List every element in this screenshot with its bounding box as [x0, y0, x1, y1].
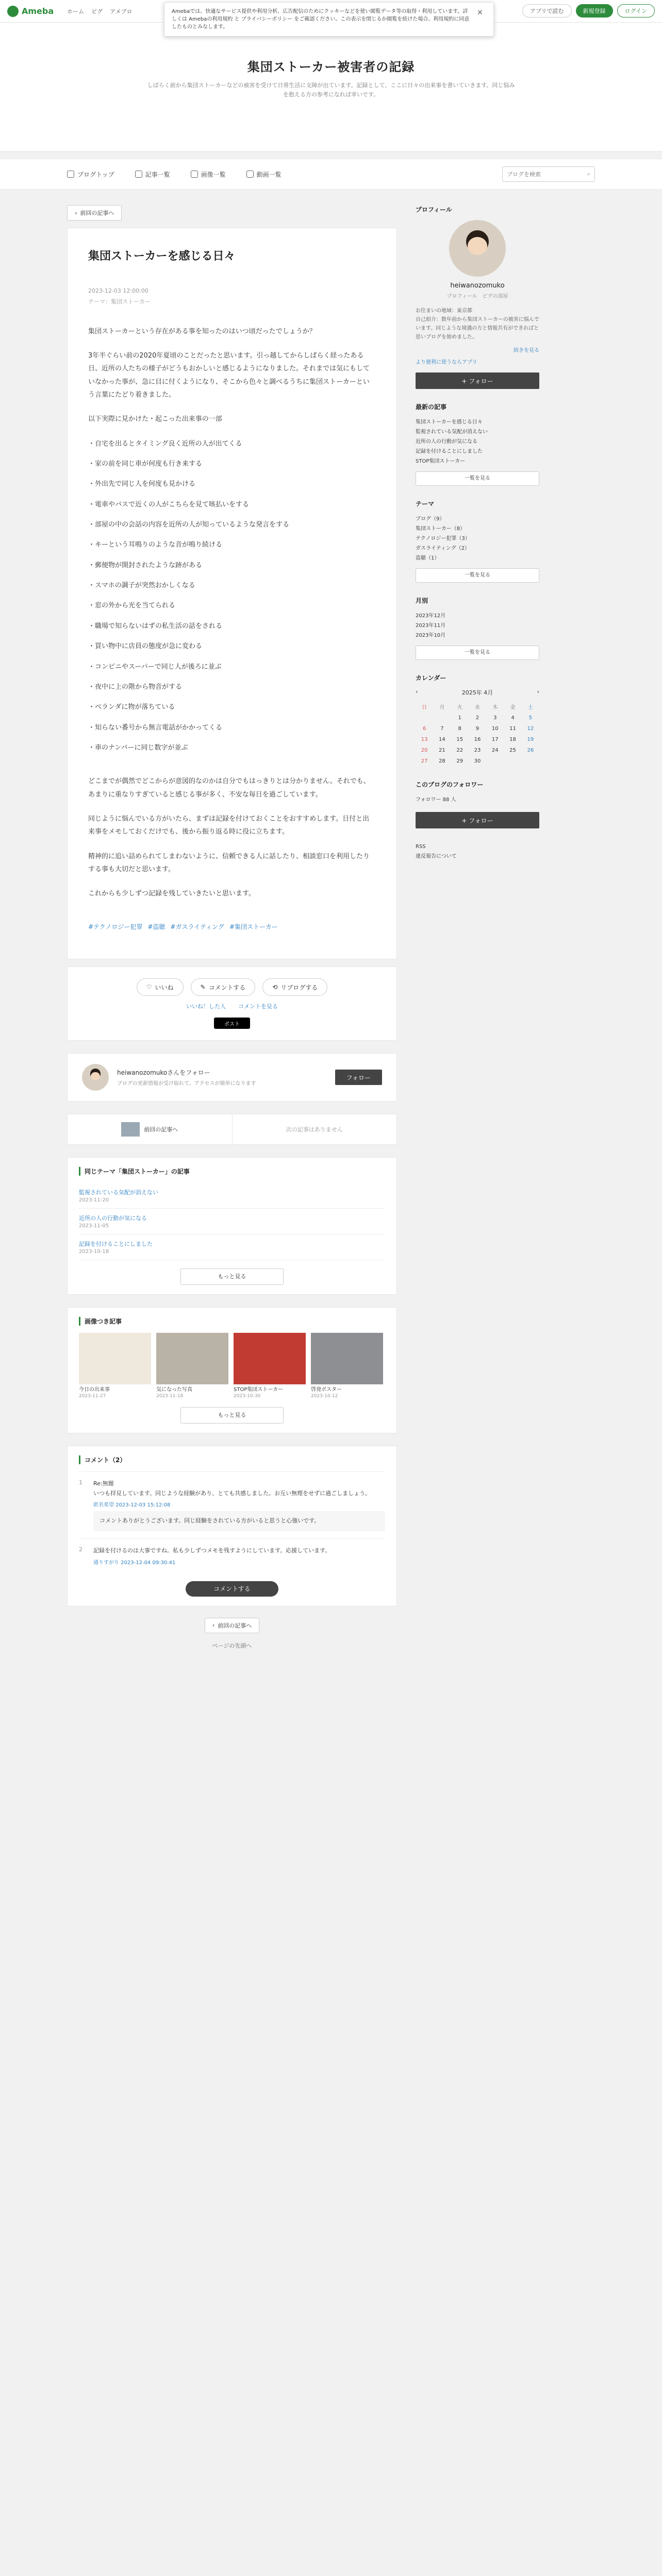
article-pager	[67, 1114, 397, 1145]
calendar-day[interactable]: 15	[456, 737, 464, 742]
article-theme[interactable]: テーマ：集団ストーカー	[88, 298, 151, 306]
calendar-day	[433, 713, 451, 723]
follow-prompt: heiwanozomukoさんをフォロー	[117, 1069, 210, 1077]
article-paragraph: これからも少しずつ記録を残していきたいと思います。	[88, 890, 255, 898]
home-icon	[67, 171, 74, 178]
themes-block: テーマ ブログ（9） 集団ストーカー（8） テクノロジー犯罪（3） ガスライティング（2） 盗聴（1） 一覧を見る	[416, 499, 539, 583]
register-button[interactable]: 新規登録	[576, 4, 613, 18]
search-icon[interactable]: ⌕	[587, 171, 590, 177]
article-title[interactable]: 集団ストーカーを感じる日々	[88, 250, 236, 263]
calendar-day[interactable]: 20	[421, 748, 428, 753]
calendar-day[interactable]: 3	[493, 715, 497, 721]
heart-icon: ♡	[146, 984, 152, 991]
view-comments-link[interactable]: コメントを見る	[238, 1003, 278, 1010]
calendar-day[interactable]: 12	[527, 726, 534, 732]
calendar-day[interactable]: 6	[422, 726, 426, 732]
comment: 1 Re:無題 いつも拝見しています。同じような経験があり、とても共感しました。お互い無理をせずに過ごしましょう。 匿名希望 2023-12-03 15:12:08 コメントありがとうございます。同じ経験をされている方がいると思うと心強いです。	[79, 1471, 385, 1538]
article-image	[79, 1333, 151, 1384]
monthly-block: 月別 2023年12月 2023年11月 2023年10月 一覧を見る	[416, 596, 539, 660]
top-bar	[0, 0, 662, 30]
image-article[interactable]: STOP集団ストーカー 2023-10-30	[234, 1333, 306, 1399]
comments-section	[67, 1446, 397, 1606]
article-bullet: ・自宅を出るとタイミング良く近所の人が出てくる	[88, 439, 242, 448]
follow-box	[67, 1053, 397, 1101]
nav-article-list[interactable]: 記事一覧	[135, 170, 170, 179]
section-title: 画像つき記事	[79, 1317, 385, 1326]
top-nav-ameblo[interactable]: アメブロ	[110, 8, 133, 15]
calendar-day[interactable]: 26	[527, 748, 534, 753]
calendar-block: カレンダー ‹ 2025年 4月 › 日 月 火 水 木 金 土 1 2 3 4 5 6 7 8 9 10 11 12 13 14 15 16 17 18 19 20 21 22 23 24 25 26 27 28 29 30	[416, 673, 539, 767]
top-nav-home[interactable]: ホーム	[67, 8, 85, 15]
article-intro: 集団ストーカーという存在がある事を知ったのはいつ頃だったでしょうか？	[88, 327, 316, 335]
month-link[interactable]: 2023年11月	[416, 623, 446, 629]
calendar-day[interactable]: 7	[440, 726, 444, 732]
calendar-day[interactable]: 28	[439, 758, 445, 764]
calendar: 日 月 火 水 木 金 土 1 2 3 4 5 6 7 8 9 10 11 12 13 14 15 16 17 18 19 20 21 22 23 24 25 26 27 28 29 30	[416, 701, 539, 767]
sidebar-follow-button[interactable]: + フォロー	[416, 372, 539, 389]
bottom-prev-button[interactable]: ‹ 前回の記事へ	[205, 1618, 259, 1633]
article-paragraph: どこまでが偶然でどこからが意図的なのかは自分でもはっきりとは分かりません。それでも、あまりに重なりすぎていると感じる事が多く、不安な毎日を過ごしています。	[88, 777, 370, 799]
follow-button[interactable]: フォロー	[335, 1070, 382, 1085]
calendar-day	[522, 756, 539, 767]
article	[67, 228, 397, 959]
login-button[interactable]: ログイン	[617, 4, 655, 18]
profile-text: お住まいの地域：東京都 自己紹介：数年前から集団ストーカーの被害に悩んでいます。同じような境遇の方と情報共有ができればと思いブログを始めました。	[416, 308, 539, 340]
calendar-day	[504, 756, 521, 767]
follow-sub: ブログの更新情報が受け取れて、アクセスが簡単になります	[117, 1081, 256, 1087]
article-lead: 以下実際に見かけた・起こった出来事の一部	[88, 415, 222, 423]
theme-link[interactable]: テクノロジー犯罪（3）	[416, 536, 470, 541]
top-nav-pigg[interactable]: ピグ	[91, 8, 103, 15]
article-meta	[88, 285, 376, 308]
hashtag[interactable]: #盗聴	[147, 923, 166, 930]
article-bullet: ・車のナンバーに同じ数字が並ぶ	[88, 743, 188, 752]
comment-body: 記録を付けるのは大事ですね。私も少しずつメモを残すようにしています。応援しています。	[93, 1547, 331, 1554]
chevron-left-icon: ‹	[75, 209, 77, 216]
calendar-day[interactable]: 17	[491, 737, 499, 742]
recent-post-link[interactable]: 記録を付けることにしました	[416, 449, 483, 454]
article-paragraph: 3年半ぐらい前の2020年夏頃のことだったと思います。引っ越してからしばらく経ったある日、近所の人たちの様子がどうもおかしいと感じるようになりました。それまでは気にもしていなかった事が、急に目に付くようになり、そこから色々と調べるうちに集団ストーカーという言葉にたどり着きました。	[88, 352, 370, 399]
article-paragraph: 同じように悩んでいる方がいたら、まずは記録を付けておくことをおすすめします。日付と出来事をメモしておくだけでも、後から振り返る時に役に立ちます。	[88, 815, 370, 836]
calendar-day[interactable]: 10	[491, 726, 499, 732]
theme-link[interactable]: ガスライティング（2）	[416, 546, 470, 551]
calendar-day[interactable]: 29	[456, 758, 464, 764]
image-article[interactable]: 今日の出来事 2023-11-27	[79, 1333, 151, 1399]
blog-description: しばらく前から集団ストーカーなどの被害を受けて日常生活に支障が出ています。記録として、ここに日々の出来事を書いていきます。同じ悩みを抱える方の参考になれば幸いです。	[147, 82, 515, 98]
calendar-day[interactable]: 9	[475, 726, 479, 732]
comment-author[interactable]: 匿名希望 2023-12-03 15:12:08	[93, 1502, 171, 1509]
comment-author[interactable]: 通りすがり 2023-12-04 09:30:41	[93, 1560, 176, 1566]
write-comment-button[interactable]: コメントする	[186, 1581, 278, 1597]
article-bullet: ・外出先で同じ人を何度も見かける	[88, 480, 196, 488]
profile-avatar[interactable]	[449, 220, 506, 277]
cookie-consent-banner	[164, 2, 494, 37]
months-more-button[interactable]: 一覧を見る	[416, 646, 539, 660]
video-icon	[246, 171, 254, 178]
comment-button[interactable]: ✎ コメントする	[191, 978, 256, 996]
profile-more-link[interactable]: 続きを見る	[514, 348, 539, 353]
calendar-day[interactable]: 4	[511, 715, 515, 721]
prev-article-button[interactable]: ‹ 前回の記事へ	[67, 205, 122, 221]
cookie-consent-text: Amebaでは、快適なサービス提供や利用分析、広告配信のためにクッキーなどを使い閲覧データ等の取得・利用しています。詳しくは Amebaの利用規約 と プライバシーポリシー をご確認ください。この表示を閉じるか閲覧を続けた場合、利用規約に同意したものとみなします。	[172, 9, 470, 30]
more-button[interactable]: もっと見る	[180, 1268, 284, 1285]
article-image	[311, 1333, 383, 1384]
image-articles-section	[67, 1307, 397, 1433]
recent-posts: 最新の記事 集団ストーカーを感じる日々 監視されている気配が消えない 近所の人の行動が気になる 記録を付けることにしました STOP集団ストーカー 一覧を見る	[416, 402, 539, 486]
calendar-day	[486, 756, 504, 767]
calendar-day[interactable]: 27	[421, 758, 428, 764]
pager-next: 次の記事はありません	[232, 1114, 397, 1144]
image-article[interactable]: 啓発ポスター 2023-10-12	[311, 1333, 383, 1399]
calendar-day	[416, 713, 433, 723]
profile-block: プロフィール heiwanozomuko プロフィール ピグの部屋 お住まいの地域：東京都 自己紹介：数年前から集団ストーカーの被害に悩んでいます。同じような境遇の方と情報共有ができればと思いブログを始めました。 続きを見る より便利に使うならアプリ + フォロー	[416, 205, 539, 389]
like-button[interactable]: ♡ いいね	[137, 978, 184, 996]
list-icon	[135, 171, 142, 178]
comment: 2 記録を付けるのは大事ですね。私も少しずつメモを残すようにしています。応援しています。 通りすがり 2023-12-04 09:30:41	[79, 1538, 385, 1573]
hashtag[interactable]: #ガスライティング	[170, 923, 224, 930]
article-bullet: ・夜中に上の階から物音がする	[88, 683, 183, 691]
page-top-link[interactable]: ページの先頭へ	[212, 1642, 252, 1649]
article-bullet: ・コンビニやスーパーで同じ人が後ろに並ぶ	[88, 663, 222, 671]
section-title: 同じテーマ「集団ストーカー」の記事	[79, 1167, 385, 1176]
list-item: 近所の人の行動が気になる 2023-11-05	[79, 1209, 385, 1234]
nav-blog-top[interactable]: ブログトップ	[67, 170, 114, 179]
comment-icon: ✎	[200, 984, 206, 991]
recent-post-link[interactable]: STOP集団ストーカー	[416, 459, 466, 464]
app-link[interactable]: より便利に使うならアプリ	[416, 360, 477, 365]
article-bullet: ・キーという耳鳴りのような音が鳴り続ける	[88, 541, 223, 549]
avatar[interactable]	[82, 1064, 109, 1091]
calendar-day[interactable]: 22	[456, 748, 464, 753]
theme-link[interactable]: ブログ（9）	[416, 516, 445, 522]
calendar-day[interactable]: 14	[439, 737, 445, 742]
section-title: コメント（2）	[79, 1455, 385, 1464]
blog-search-input[interactable]	[507, 171, 587, 178]
recent-post-link[interactable]: 集団ストーカーを感じる日々	[416, 419, 483, 425]
x-share-button[interactable]: ポスト	[214, 1018, 250, 1029]
calendar-day[interactable]: 24	[491, 748, 499, 753]
comment-reply: コメントありがとうございます。同じ経験をされている方がいると思うと心強いです。	[93, 1511, 385, 1531]
article-date: 2023-12-03 12:00:00	[88, 287, 148, 294]
article-bullet: ・部屋の中の会話の内容を近所の人が知っているような発言をする	[88, 521, 290, 529]
article-bullet: ・知らない番号から無言電話がかかってくる	[88, 723, 223, 732]
ameba-logo-icon	[7, 6, 19, 17]
list-item: 監視されている気配が消えない 2023-11-20	[79, 1183, 385, 1209]
app-button[interactable]: アプリで読む	[522, 4, 572, 18]
calendar-day[interactable]: 5	[528, 715, 533, 721]
article-bullet: ・スマホの調子が突然おかしくなる	[88, 582, 195, 590]
article-bullet: ・郵便物が開封されたような跡がある	[88, 561, 203, 569]
calendar-day[interactable]: 18	[509, 737, 516, 742]
nav-image-list[interactable]: 画像一覧	[191, 170, 226, 179]
rss-link[interactable]: RSS	[416, 844, 426, 850]
article-bullet: ・電車やバスで近くの人がこちらを見て咳払いをする	[88, 500, 250, 509]
theme-link[interactable]: 集団ストーカー（8）	[416, 526, 466, 532]
calendar-day[interactable]: 13	[421, 737, 428, 742]
hashtags	[88, 921, 376, 933]
blog-title[interactable]: 集団ストーカー被害者の記録	[247, 60, 415, 74]
themes-more-button[interactable]: 一覧を見る	[416, 568, 539, 583]
calendar-next[interactable]: ›	[537, 688, 539, 695]
recent-post-link[interactable]: 近所の人の行動が気になる	[416, 439, 477, 445]
article-bullet: ・ベランダに物が落ちている	[88, 703, 175, 711]
profile-sub[interactable]: プロフィール ピグの部屋	[446, 294, 508, 299]
calendar-prev[interactable]: ‹	[416, 688, 418, 695]
article-image	[234, 1333, 306, 1384]
calendar-day[interactable]: 2	[475, 715, 479, 721]
month-link[interactable]: 2023年10月	[416, 633, 446, 638]
article-bullet: ・家の前を同じ車が何度も行き来する	[88, 460, 203, 468]
image-article[interactable]: 気になった写真 2023-11-18	[156, 1333, 228, 1399]
hashtag[interactable]: #集団ストーカー	[229, 923, 278, 930]
article-bullet: ・職場で知らないはずの私生活の話をされる	[88, 622, 223, 630]
followers-follow-button[interactable]: + フォロー	[416, 812, 539, 828]
calendar-day[interactable]: 8	[458, 726, 461, 732]
sidebar	[416, 205, 539, 1650]
image-icon	[191, 171, 198, 178]
report-link[interactable]: 違反報告について	[416, 854, 457, 859]
calendar-day[interactable]: 19	[527, 737, 534, 742]
followers-count[interactable]: フォロワー 88 人	[416, 797, 456, 803]
calendar-day[interactable]: 16	[474, 737, 481, 742]
nav-video-list[interactable]: 動画一覧	[246, 170, 282, 179]
blog-nav	[0, 159, 662, 190]
chevron-left-icon: ‹	[212, 1622, 215, 1629]
blog-header	[0, 23, 662, 151]
article-paragraph: 精神的に追い詰められてしまわないように、信頼できる人に話したり、相談窓口を利用したりする事も大切だと思います。	[88, 852, 370, 873]
article-bullet: ・窓の外から光を当てられる	[88, 602, 176, 610]
profile-name[interactable]: heiwanozomuko	[450, 282, 505, 290]
article-image	[156, 1333, 228, 1384]
calendar-day[interactable]: 1	[458, 715, 461, 721]
calendar-month: 2025年 4月	[461, 689, 493, 696]
hashtag[interactable]: #テクノロジー犯罪	[88, 923, 143, 930]
recent-post-link[interactable]: 監視されている気配が消えない	[416, 429, 488, 435]
liked-users-link[interactable]: いいね！した人	[186, 1003, 226, 1010]
followers-block: このブログのフォロワー フォロワー 88 人 + フォロー	[416, 780, 539, 828]
calendar-day[interactable]: 30	[474, 758, 481, 764]
ameba-logo[interactable]: Ameba	[7, 6, 54, 17]
content-wrap	[0, 190, 662, 1650]
calendar-day[interactable]: 21	[439, 748, 445, 753]
main-column	[67, 205, 397, 1650]
reblog-icon: ⟲	[272, 984, 278, 991]
list-item: 記録を付けることにしました 2023-10-18	[79, 1234, 385, 1260]
pager-prev[interactable]: 前回の記事へ	[68, 1114, 232, 1144]
reaction-bar	[67, 967, 397, 1041]
calendar-day[interactable]: 25	[509, 748, 516, 753]
reblog-button[interactable]: ⟲ リブログする	[262, 978, 327, 996]
blog-search	[502, 166, 595, 182]
comment-body: Re:無題 いつも拝見しています。同じような経験があり、とても共感しました。お互い無理をせずに過ごしましょう。	[93, 1480, 371, 1497]
recent-more-button[interactable]: 一覧を見る	[416, 471, 539, 486]
close-icon[interactable]: ✕	[477, 9, 483, 17]
calendar-day[interactable]: 23	[474, 748, 481, 753]
same-theme-section	[67, 1157, 397, 1295]
theme-link[interactable]: 盗聴（1）	[416, 555, 440, 561]
article-bullet: ・買い物中に店員の態度が急に変わる	[88, 642, 203, 651]
thumbnail	[121, 1122, 140, 1137]
top-nav	[67, 7, 132, 15]
calendar-day[interactable]: 11	[509, 726, 516, 732]
more-button[interactable]: もっと見る	[180, 1407, 284, 1423]
month-link[interactable]: 2023年12月	[416, 613, 446, 619]
top-actions	[522, 4, 655, 18]
